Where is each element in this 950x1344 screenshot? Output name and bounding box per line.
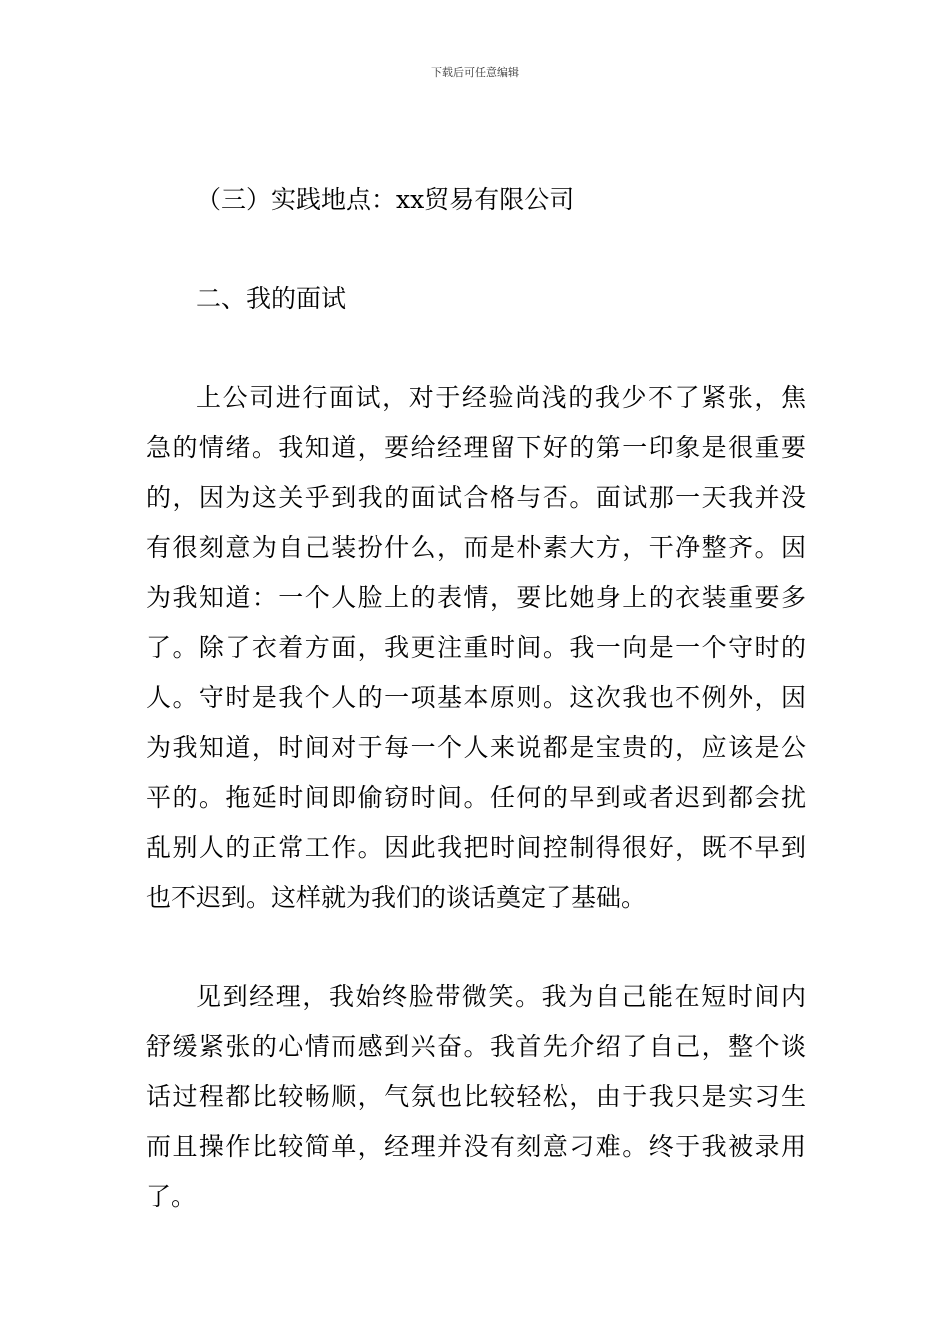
paragraph-line: 也不迟到。这样就为我们的谈话奠定了基础。 xyxy=(146,883,647,912)
paragraph-line: 话过程都比较畅顺，气氛也比较轻松，由于我只是实习生 xyxy=(146,1082,806,1111)
paragraph-line: 见到经理，我始终脸带微笑。我为自己能在短时间内 xyxy=(196,982,806,1011)
paragraph-line: 有很刻意为自己装扮什么，而是朴素大方，干净整齐。因 xyxy=(146,533,806,562)
paragraph-line: 平的。拖延时间即偷窃时间。任何的早到或者迟到都会扰 xyxy=(146,783,806,812)
paragraph-line: 而且操作比较简单，经理并没有刻意刁难。终于我被录用 xyxy=(146,1132,806,1161)
section-heading-interview: 二、我的面试 xyxy=(196,284,347,313)
paragraph-line: 急的情绪。我知道，要给经理留下好的第一印象是很重要 xyxy=(146,433,806,462)
paragraph-line: 乱别人的正常工作。因此我把时间控制得很好，既不早到 xyxy=(146,833,806,862)
paragraph-line: 了。 xyxy=(146,1182,197,1211)
section-location: （三）实践地点：xx贸易有限公司 xyxy=(196,185,575,214)
paragraph-line: 为我知道：一个人脸上的表情，要比她身上的衣装重要多 xyxy=(146,583,806,612)
paragraph-line: 了。除了衣着方面，我更注重时间。我一向是一个守时的 xyxy=(146,633,806,662)
page-header: 下载后可任意编辑 xyxy=(431,66,519,79)
paragraph-line: 上公司进行面试，对于经验尚浅的我少不了紧张，焦 xyxy=(196,383,806,412)
paragraph-line: 舒缓紧张的心情而感到兴奋。我首先介绍了自己，整个谈 xyxy=(146,1032,806,1061)
paragraph-line: 为我知道，时间对于每一个人来说都是宝贵的，应该是公 xyxy=(146,733,806,762)
paragraph-line: 人。守时是我个人的一项基本原则。这次我也不例外，因 xyxy=(146,683,806,712)
paragraph-line: 的，因为这关乎到我的面试合格与否。面试那一天我并没 xyxy=(146,483,806,512)
